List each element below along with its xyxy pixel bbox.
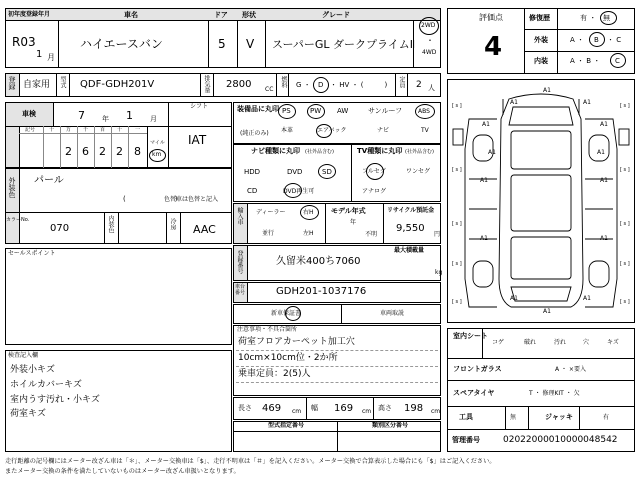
damage-mark: A1 bbox=[480, 235, 488, 242]
diagram-bracket: [ s ] bbox=[452, 167, 462, 173]
width-label: 幅 bbox=[311, 404, 318, 412]
warranty-label: 新車保証書 bbox=[271, 310, 302, 317]
equip-tv: TV bbox=[421, 127, 429, 134]
inspector-label: 検査記入欄 bbox=[8, 352, 39, 359]
jack-value: 有 bbox=[603, 414, 610, 421]
navi-sub: (社外品含む) bbox=[305, 149, 334, 155]
diagram-bracket: [ s ] bbox=[620, 221, 630, 227]
navi-label: ナビ種類に丸印 bbox=[251, 147, 300, 155]
damage-mark: A1 bbox=[482, 121, 490, 128]
recycle-unit: 円 bbox=[434, 231, 441, 238]
equipment-label: 装備品に丸印 bbox=[237, 105, 279, 113]
plate-number: 久留米400ち7060 bbox=[276, 256, 361, 267]
inspector-note: 荷室キズ bbox=[10, 409, 46, 419]
damage-mark: A1 bbox=[600, 177, 608, 184]
diagram-bracket: [ s ] bbox=[452, 221, 462, 227]
damage-mark: A1 bbox=[488, 149, 496, 156]
first-reg-label: 初年度登録年月 bbox=[8, 11, 51, 18]
mile-label: マイル bbox=[150, 140, 165, 146]
exterior-color-value: パール bbox=[34, 175, 64, 186]
import-left: 左H bbox=[303, 230, 314, 237]
interior-sheet-label: 室内シート bbox=[453, 332, 488, 340]
plate-label: 登録番号 bbox=[236, 250, 243, 274]
inspection-year-unit: 年 bbox=[102, 115, 109, 123]
inspection-year: 7 bbox=[78, 109, 85, 122]
sheet-item: コゲ bbox=[492, 339, 505, 346]
sales-point-box bbox=[5, 248, 232, 345]
recycle-value: 9,550 bbox=[396, 223, 425, 234]
tv-label: TV種類に丸印 bbox=[357, 147, 403, 155]
navi-cd: CD bbox=[247, 187, 258, 195]
score-value: 4 bbox=[484, 32, 503, 62]
equip-ps: PS bbox=[282, 107, 291, 115]
shift-label: シフト bbox=[190, 103, 209, 110]
diagram-bracket: [ s ] bbox=[452, 299, 462, 305]
shape-label: 形状 bbox=[242, 11, 256, 19]
mgmt-label: 管理番号 bbox=[452, 436, 480, 444]
note-line: 10cm×10cm位・2か所 bbox=[238, 353, 338, 363]
windshield-value: A ・ ×要入 bbox=[555, 366, 586, 373]
digit-header-10k: 万 bbox=[66, 127, 72, 133]
ac-label: 冷房 bbox=[169, 218, 176, 230]
import-dealer: ディーラー bbox=[256, 209, 286, 216]
drive-2wd: 2WD bbox=[421, 22, 436, 29]
damage-mark: A1 bbox=[600, 235, 608, 242]
reg-use: 自家用 bbox=[23, 80, 51, 90]
recycle-label: リサイクル預託金 bbox=[387, 207, 435, 214]
import-parallel: 並行 bbox=[262, 230, 275, 237]
sheet-item: 汚れ bbox=[554, 339, 567, 346]
tv-analog: アナログ bbox=[362, 188, 387, 195]
length-label: 長さ bbox=[238, 404, 252, 412]
diagram-bracket: [ s ] bbox=[452, 103, 462, 109]
windshield-label: フロントガラス bbox=[453, 365, 502, 373]
spare-label: スペアタイヤ bbox=[453, 389, 495, 397]
color-no-label: カラーNo. bbox=[6, 217, 30, 223]
equip-aw: AW bbox=[337, 107, 349, 115]
damage-mark: A1 bbox=[510, 295, 518, 302]
height-unit: cm bbox=[431, 408, 441, 415]
capacity-label: 定員 bbox=[398, 76, 405, 88]
height-label: 高さ bbox=[378, 404, 392, 412]
sheet-item: 穴 bbox=[583, 339, 590, 346]
spare-value: T ・ 修理KIT ・ 欠 bbox=[529, 390, 580, 397]
documents-row bbox=[233, 304, 441, 324]
km-label: km bbox=[152, 151, 162, 158]
notes-label: 注意事項・不具合箇所 bbox=[237, 326, 298, 333]
first-reg-month: 1 bbox=[36, 49, 43, 60]
inspector-note: 外装小キズ bbox=[10, 365, 55, 375]
equip-airbag: エアバック bbox=[317, 127, 347, 134]
model-year-unit: 年 bbox=[350, 219, 357, 226]
damage-mark: A1 bbox=[583, 99, 591, 106]
repair-label: 修復歴 bbox=[529, 14, 550, 22]
import-label: 輸入車 bbox=[236, 207, 243, 225]
digit-header-1k: 千 bbox=[83, 127, 89, 133]
equip-leather: 本革 bbox=[281, 127, 294, 134]
digit-header-symbol: 記号 bbox=[25, 127, 36, 133]
exterior-color-label: 外装色 bbox=[8, 177, 16, 198]
equip-navi: ナビ bbox=[377, 127, 390, 134]
interior-c: C bbox=[615, 57, 620, 65]
shift-value: IAT bbox=[188, 133, 207, 147]
fuel-label: 燃料 bbox=[280, 76, 287, 88]
odo-digit: 2 bbox=[99, 145, 106, 158]
capacity-unit: 人 bbox=[428, 84, 435, 92]
equipment-sub: (純正のみ) bbox=[240, 130, 269, 137]
exterior-color-note-text: 色替車は色替と記入 bbox=[164, 196, 219, 203]
drive-4wd: 4WD bbox=[422, 49, 437, 56]
color-no: 070 bbox=[50, 223, 70, 234]
odo-digit: 2 bbox=[65, 145, 72, 158]
length-value: 469 bbox=[262, 403, 282, 414]
odo-digit: 8 bbox=[134, 145, 141, 158]
note-line: 荷室フロアカーペット加工穴 bbox=[238, 337, 355, 347]
import-right: 右H bbox=[303, 209, 314, 216]
max-load-unit: kg bbox=[435, 269, 443, 276]
tools-label: 工具 bbox=[459, 413, 473, 421]
footer-line-2: またメーター交換の条件を満たしていないものはメーター改ざん車扱いとなります。 bbox=[5, 468, 240, 475]
displacement: 2800 bbox=[226, 79, 252, 90]
diagram-bracket: [ s ] bbox=[620, 261, 630, 267]
length-unit: cm bbox=[292, 408, 302, 415]
model-year-unknown: 不明 bbox=[365, 231, 378, 238]
odo-digit: 2 bbox=[116, 145, 123, 158]
damage-mark: A1 bbox=[543, 87, 551, 94]
digit-header-100: 百 bbox=[100, 127, 106, 133]
exterior-a: A ・ bbox=[570, 36, 585, 44]
interior-color-label: 内装色 bbox=[107, 215, 114, 233]
grade-value: スーパーGL ダークプライムⅡ bbox=[272, 38, 416, 51]
door-count: 5 bbox=[218, 37, 226, 51]
navi-sd: SD bbox=[322, 168, 332, 176]
navi-hdd: HDD bbox=[244, 168, 261, 176]
chassis-number: GDH201-1037176 bbox=[276, 286, 367, 297]
inspector-note: 室内うす汚れ・小キズ bbox=[10, 395, 100, 405]
inspection-month-unit: 月 bbox=[150, 115, 157, 123]
damage-mark: A1 bbox=[480, 177, 488, 184]
diagram-bracket: [ s ] bbox=[620, 167, 630, 173]
fuel-d: D bbox=[318, 81, 324, 89]
car-name-label: 車名 bbox=[124, 11, 138, 19]
navi-dvd: DVD bbox=[287, 168, 303, 176]
capacity: 2 bbox=[416, 80, 422, 90]
car-name: ハイエースバン bbox=[80, 37, 163, 51]
jack-label: ジャッキ bbox=[545, 413, 573, 421]
grade-label: グレード bbox=[322, 11, 350, 19]
width-unit: cm bbox=[362, 408, 372, 415]
tv-sub: (社外品含む) bbox=[405, 149, 434, 155]
diagram-bracket: [ s ] bbox=[620, 299, 630, 305]
max-load-label: 最大積載量 bbox=[394, 247, 425, 254]
odo-digit: 6 bbox=[82, 145, 89, 158]
repair-selected: 無 bbox=[603, 14, 610, 22]
damage-mark: A1 bbox=[583, 295, 591, 302]
fuel-g: G ・ bbox=[296, 81, 311, 89]
exterior-label: 外装 bbox=[534, 36, 548, 44]
equip-abs: ABS bbox=[418, 108, 430, 115]
first-reg-month-unit: 月 bbox=[47, 53, 55, 62]
first-reg-year: R03 bbox=[12, 35, 36, 49]
body-shape: V bbox=[246, 37, 255, 51]
repair-options: 有 ・ bbox=[580, 14, 597, 22]
inspector-note: ホイルカバーキズ bbox=[10, 380, 82, 390]
inspection-label: 車検 bbox=[22, 110, 36, 118]
ac-value: AAC bbox=[193, 223, 216, 236]
equip-sunroof: サンルーフ bbox=[368, 107, 403, 115]
tv-oneseg: ワンセグ bbox=[406, 168, 431, 175]
exterior-color-note: ( ) bbox=[123, 195, 178, 203]
navi-dvd-play: DVD再生可 bbox=[283, 188, 315, 195]
damage-mark: A1 bbox=[600, 121, 608, 128]
interior-ab: A ・ B ・ bbox=[570, 57, 601, 65]
note-line: 乗車定員：2(5)人 bbox=[238, 369, 311, 379]
interior-label: 内装 bbox=[534, 57, 548, 65]
equip-pw: PW bbox=[310, 107, 322, 115]
model-code: QDF-GDH201V bbox=[80, 79, 155, 90]
type-label: 型式 bbox=[59, 76, 66, 88]
digit-header-10: 十 bbox=[117, 127, 123, 133]
digit-header-1: 一 bbox=[135, 127, 141, 133]
width-value: 169 bbox=[334, 403, 354, 414]
digit-header-100k: 十 bbox=[49, 127, 55, 133]
sheet-item: キズ bbox=[607, 339, 619, 346]
exterior-c: ・ C bbox=[607, 36, 622, 44]
drive-sep: ・ bbox=[426, 36, 434, 45]
damage-mark: A1 bbox=[543, 308, 551, 315]
type-designation-label: 型式指定番号 bbox=[268, 422, 305, 429]
displacement-unit: CC bbox=[265, 86, 274, 93]
height-value: 198 bbox=[404, 403, 424, 414]
door-label: ドア bbox=[214, 11, 228, 19]
diagram-bracket: [ s ] bbox=[452, 261, 462, 267]
tools-value: 無 bbox=[510, 414, 517, 421]
mgmt-number: 02022000010000048542 bbox=[503, 435, 618, 445]
chassis-label: 車台番号 bbox=[235, 284, 246, 296]
footer-line-1: 走行距離の記号欄にはメーター改ざん車は「＊」、メーター交換車は「$」、走行不明車は「＃」を記入ください。メーター交換で合算表示した場合にも「$」はご記入ください。 bbox=[5, 458, 496, 465]
score-label: 評価点 bbox=[479, 13, 503, 22]
damage-mark: A1 bbox=[510, 99, 518, 106]
sales-point-label: セールスポイント bbox=[8, 250, 56, 257]
reg-label: 登録 bbox=[8, 76, 16, 90]
category-label: 類別区分番号 bbox=[372, 422, 409, 429]
model-year-label: モデル年式 bbox=[331, 207, 366, 215]
fuel-hv: ・ HV ・ ( ) bbox=[330, 81, 388, 89]
diagram-bracket: [ s ] bbox=[620, 103, 630, 109]
sheet-item: 破れ bbox=[524, 339, 537, 346]
exterior-b: B bbox=[594, 36, 599, 44]
tv-fullseg: フルセグ bbox=[362, 168, 386, 175]
displacement-label: 排気量 bbox=[203, 75, 210, 93]
manual-label: 車両取説 bbox=[380, 310, 405, 317]
inspection-month: 1 bbox=[126, 109, 133, 122]
damage-mark: A1 bbox=[597, 149, 605, 156]
car-diagram bbox=[447, 79, 635, 323]
